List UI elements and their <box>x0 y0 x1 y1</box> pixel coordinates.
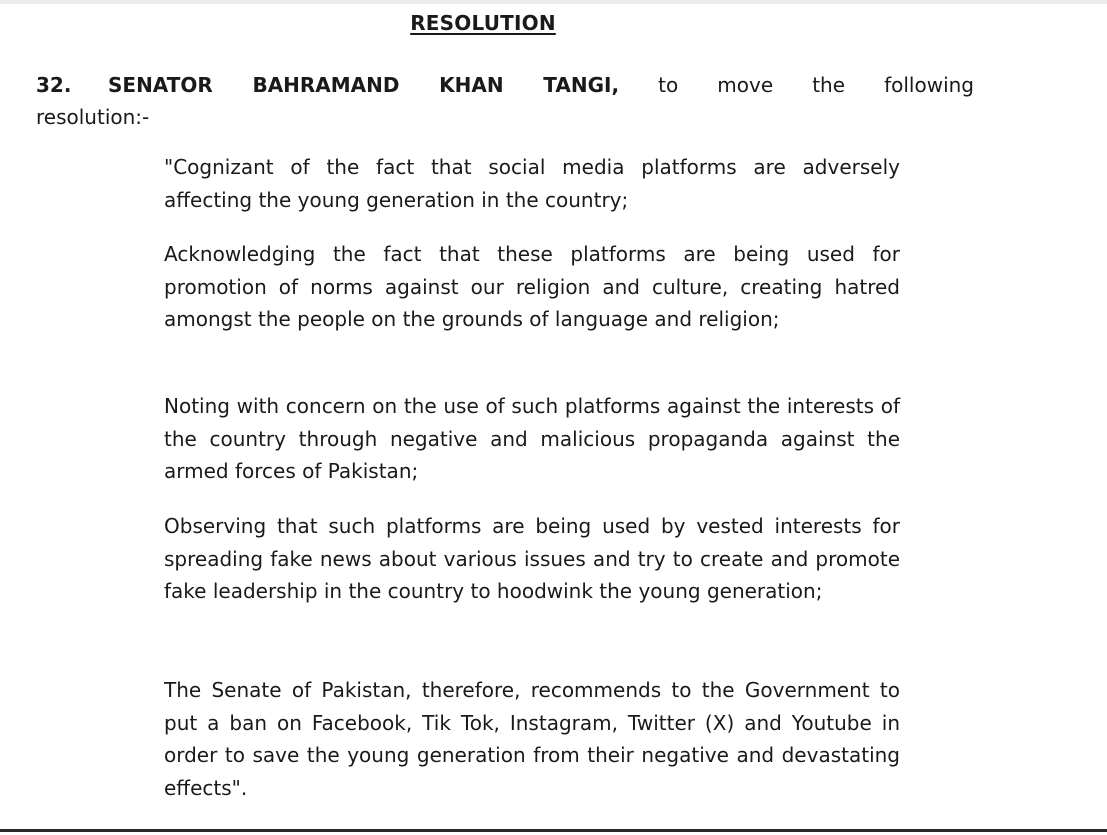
paragraph-cognizant: "Cognizant of the fact that social media platforms are adversely affecting the young generation in the country; <box>164 155 900 212</box>
mover-action-continuation: resolution:- <box>36 105 150 129</box>
paragraph-observing: Observing that such platforms are being used by vested interests for spreading fake news about various issues and try to create and promote fake leadership in the country to hoodwink the young generation; <box>164 514 900 603</box>
paragraph-noting: Noting with concern on the use of such platforms against the interests of the country through negative and malicious propaganda against the armed forces of Pakistan; <box>164 394 900 483</box>
mover-action: to move the following <box>658 73 975 97</box>
paragraph-acknowledging: Acknowledging the fact that these platforms are being used for promotion of norms against our religion and culture, creating hatred amongst the people on the grounds of language and religion; <box>164 242 900 331</box>
mover-name: SENATOR BAHRAMAND KHAN TANGI, <box>108 73 620 97</box>
mover-line <box>36 70 974 100</box>
bottom-border <box>0 829 1107 832</box>
top-border <box>0 0 1107 4</box>
document-title: RESOLUTION <box>410 11 556 35</box>
item-number: 32. <box>36 73 72 97</box>
paragraph-recommendation: The Senate of Pakistan, therefore, recommends to the Government to put a ban on Facebook, Tik Tok, Instagram, Twitter (X) and Youtube in order to save the young generation from their negative and devastating effects". <box>164 678 900 800</box>
